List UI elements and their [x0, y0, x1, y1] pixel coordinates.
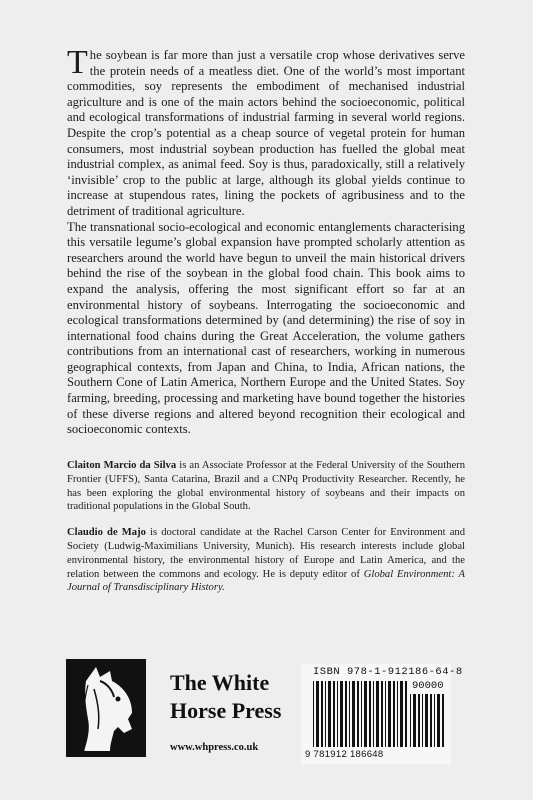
barcode-bar — [385, 681, 386, 747]
barcode-bar — [397, 681, 398, 747]
barcode-bar — [316, 681, 319, 747]
barcode-bar — [325, 681, 326, 747]
journal-title: Global Environment: A Journal of Transdisciplinary History. — [67, 568, 465, 594]
barcode-bar — [321, 681, 323, 747]
author-bios — [67, 459, 465, 607]
barcode-bar — [422, 694, 423, 747]
barcode-bar — [337, 681, 338, 747]
barcode-bar — [418, 694, 420, 747]
barcode-bar — [425, 694, 428, 747]
barcode-bar — [357, 681, 359, 747]
barcode-bar — [413, 694, 416, 747]
barcode-bar — [313, 681, 314, 747]
author-1-text: is an Associate Professor at the Federal University of the Southern Frontier (UFFS), Santa Catarina, Brazil and a CNPq Productivity Researcher. Recently, he has been exploring the global environmental history of soybeans and their impacts on traditional populations in the Global South. — [67, 460, 465, 513]
barcode-bar — [400, 681, 403, 747]
barcode-bar — [434, 694, 435, 747]
barcode-bar — [437, 694, 440, 747]
barcode-bar — [381, 681, 383, 747]
barcode-bar — [410, 694, 411, 747]
author-1-name: Claiton Marcio da Silva — [67, 460, 177, 471]
barcode-bar — [373, 681, 374, 747]
addon-barcode — [410, 694, 448, 747]
drop-cap: T — [67, 44, 88, 81]
author-2-text: is doctoral candidate at the Rachel Carson Center for Environment and Society (Ludwig-Maximilians University, Munich). His research interests include global environmental history, the environmental history of Europe and Latin America, and the relation between the commons and ecology. He is deputy editor of — [67, 527, 465, 580]
ean-digits: 9 781912 186648 — [305, 749, 384, 760]
author-bio-2 — [67, 526, 465, 595]
price-code: 90000 — [412, 680, 444, 692]
blurb-paragraph-1 — [67, 44, 465, 220]
barcode-bar — [376, 681, 379, 747]
barcode-bar — [405, 681, 407, 747]
barcode-bar — [388, 681, 391, 747]
barcode-bar — [333, 681, 335, 747]
white-horse-head-icon — [66, 659, 146, 757]
publisher-logo — [66, 659, 146, 757]
publisher-name-line-2: Horse Press — [170, 698, 282, 723]
author-bio-1 — [67, 459, 465, 514]
barcode-bar — [345, 681, 347, 747]
blurb-paragraph-2: The transnational socio-ecological and economic entanglements characterising this versatile legume’s global expansion have prompted scholarly attention as researchers around the world have begun to unveil the main historical drivers behind the rise of the soybean in the global food chain. This book aims to expand the analysis, offering the most significant effort so far at an environmental history of soybeans. Interrogating the socioeconomic and ecological transformations determined by (and determining) the rise of soy in international food chains during the Great Acceleration, the volume gathers contributions from an international cast of researchers, working in numerous geographical contexts, from Japan and China, to India, African nations, the Southern Cone of Latin America, Northern Europe and the United States. Soy farming, breeding, processing and marketing have bound together the histories of these diverse regions and altered beyond recognition their ecological and socioeconomic contexts. — [67, 219, 465, 437]
ean-barcode — [313, 681, 409, 747]
barcode-bar — [442, 694, 444, 747]
barcode-bar — [430, 694, 432, 747]
publisher-url[interactable]: www.whpress.co.uk — [170, 742, 259, 753]
barcode-bar — [369, 681, 371, 747]
blurb-text — [67, 44, 465, 438]
publisher-name-line-1: The White — [170, 670, 270, 695]
barcode-bar — [364, 681, 367, 747]
barcode-bar — [393, 681, 395, 747]
barcode-bar — [340, 681, 343, 747]
publisher-name — [170, 669, 281, 725]
blurb-paragraph-1-text: he soybean is far more than just a versatile crop whose derivatives serve the protein needs of a meatless diet. One of the world’s most important commodities, soy represents the embodiment of mechanised industrial agriculture and is one of the main actors behind the socioeconomic, political and ecological transformations of industrial farming in several world regions. Despite the crop’s potential as a cheap source of vegetal protein for human consumers, most industrial soybean production has fuelled the global meat industrial complex, as animal feed. Soy is thus, paradoxically, still a relatively ‘invisible’ crop to the public at large, although its global yields continue to increase at stupendous rates, lining the pockets of agribusiness and to the detriment of traditional agriculture. — [67, 48, 465, 218]
barcode-bar — [361, 681, 362, 747]
isbn-label: ISBN 978-1-912186-64-8 — [313, 666, 463, 678]
barcode-bar — [349, 681, 350, 747]
barcode-bar — [328, 681, 331, 747]
barcode-bar — [352, 681, 355, 747]
author-2-name: Claudio de Majo — [67, 527, 146, 539]
